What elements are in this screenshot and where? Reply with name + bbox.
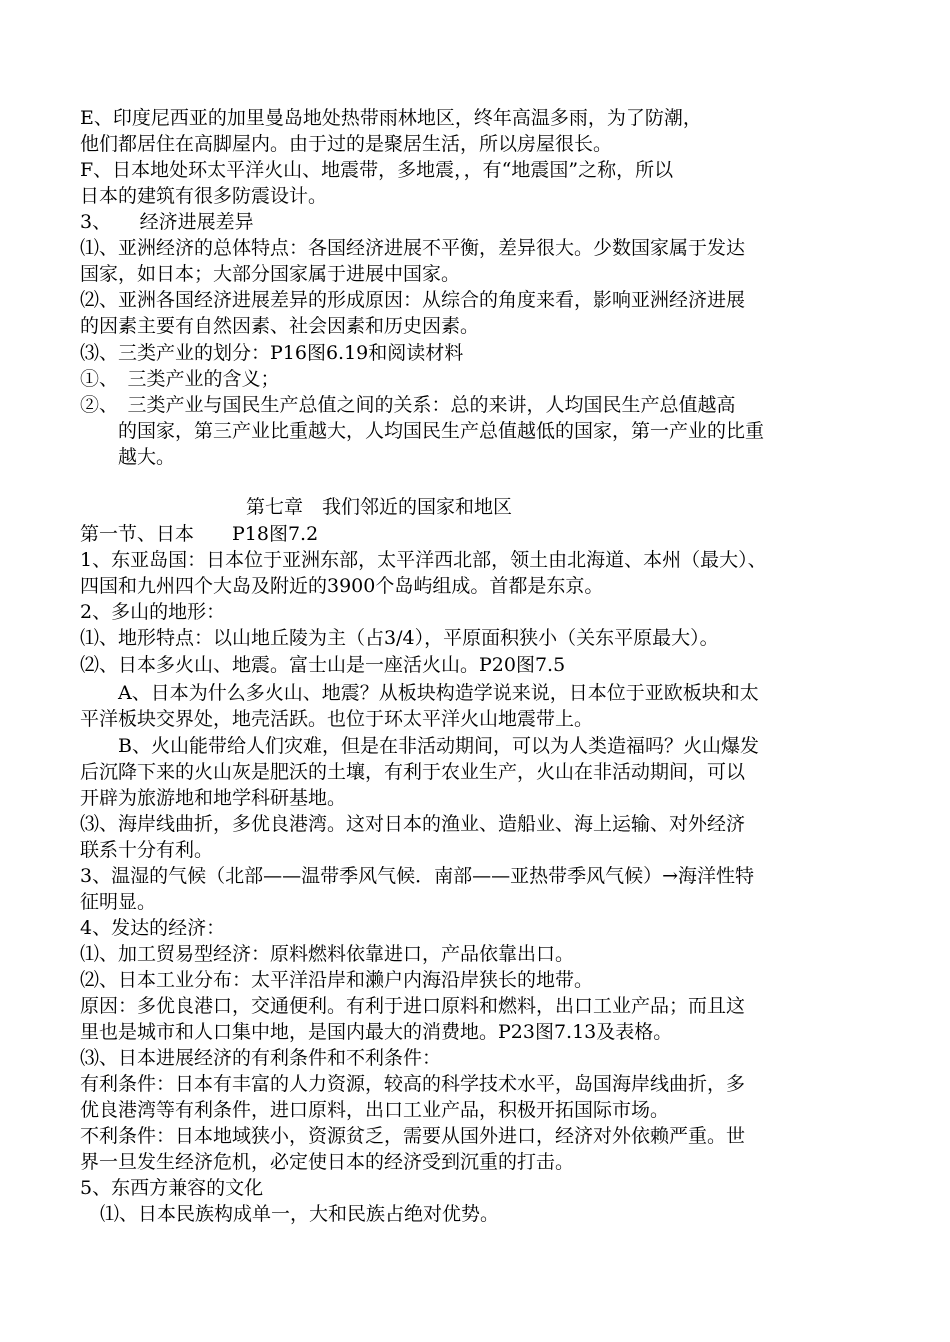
text-line: ⑴、亚洲经济的总体特点：各国经济进展不平衡，差异很大。少数国家属于发达 — [80, 237, 746, 259]
section-title: 第一节、日本 P18图7.2 — [80, 523, 319, 545]
text-line: ⑶、三类产业的划分：P16图6.19和阅读材料 — [80, 342, 464, 364]
text-line: 5、东西方兼容的文化 — [80, 1177, 264, 1199]
text-line: ⑶、海岸线曲折，多优良港湾。这对日本的渔业、造船业、海上运输、对外经济 — [80, 813, 746, 835]
text-line: 他们都居住在高脚屋内。由于过的是聚居生活，所以房屋很长。 — [80, 133, 613, 155]
text-line: 1、东亚岛国：日本位于亚洲东部，太平洋西北部，领土由北海道、本州（最大）、 — [80, 549, 767, 571]
text-line: ⑵、日本工业分布：太平洋沿岸和濑户内海沿岸狭长的地带。 — [80, 969, 594, 991]
text-line: 国家，如日本；大部分国家属于进展中国家。 — [80, 263, 461, 285]
text-line: 的国家，第三产业比重越大，人均国民生产总值越低的国家，第一产业的比重 — [118, 420, 765, 442]
text-line: 的因素主要有自然因素、社会因素和历史因素。 — [80, 315, 480, 337]
text-line: 优良港湾等有利条件，进口原料，出口工业产品，积极开拓国际市场。 — [80, 1099, 670, 1121]
text-line: 2、多山的地形： — [80, 601, 226, 623]
text-line: 越大。 — [118, 446, 176, 468]
text-line: 四国和九州四个大岛及附近的3900个岛屿组成。首都是东京。 — [80, 575, 604, 597]
section-heading: 3、 经济进展差异 — [80, 211, 254, 233]
text-line: 有利条件：日本有丰富的人力资源，较高的科学技术水平，岛国海岸线曲折，多 — [80, 1073, 746, 1095]
text-line: ⑴、日本民族构成单一，大和民族占绝对优势。 — [100, 1203, 500, 1225]
text-line: 不利条件：日本地域狭小，资源贫乏，需要从国外进口，经济对外依赖严重。世 — [80, 1125, 746, 1147]
text-line: ⑵、日本多火山、地震。富士山是一座活火山。P20图7.5 — [80, 654, 566, 676]
text-line: F、日本地处环太平洋火山、地震带，多地震，，有“地震国”之称，所以 — [80, 159, 674, 181]
text-line: A、日本为什么多火山、地震？从板块构造学说来说，日本位于亚欧板块和太 — [118, 682, 759, 704]
text-line: 日本的建筑有很多防震设计。 — [80, 185, 328, 207]
list-item: ①、 三类产业的含义； — [80, 368, 280, 390]
text-line: 联系十分有利。 — [80, 839, 214, 861]
text-line: 平洋板块交界处，地壳活跃。也位于环太平洋火山地震带上。 — [80, 708, 594, 730]
text-line: ⑵、亚洲各国经济进展差异的形成原因：从综合的角度来看，影响亚洲经济进展 — [80, 289, 746, 311]
text-line: 后沉降下来的火山灰是肥沃的土壤，有利于农业生产，火山在非活动期间，可以 — [80, 761, 746, 783]
text-line: ⑴、地形特点：以山地丘陵为主（占3/4），平原面积狭小（关东平原最大）。 — [80, 627, 719, 649]
text-line: 3、温湿的气候（北部——温带季风气候．南部——亚热带季风气候）→海洋性特 — [80, 865, 755, 887]
list-item: ②、 三类产业与国民生产总值之间的关系：总的来讲，人均国民生产总值越高 — [80, 394, 736, 416]
text-line: E、印度尼西亚的加里曼岛地处热带雨林地区，终年高温多雨，为了防潮， — [80, 107, 702, 129]
text-line: 4、发达的经济： — [80, 917, 226, 939]
text-line: 里也是城市和人口集中地，是国内最大的消费地。P23图7.13及表格。 — [80, 1021, 673, 1043]
text-line: B、火山能带给人们灾难，但是在非活动期间，可以为人类造福吗？火山爆发 — [118, 735, 759, 757]
chapter-title: 第七章 我们邻近的国家和地区 — [246, 496, 513, 518]
text-line: ⑴、加工贸易型经济：原料燃料依靠进口，产品依靠出口。 — [80, 943, 575, 965]
text-line: ⑶、日本进展经济的有利条件和不利条件： — [80, 1047, 442, 1069]
text-line: 征明显。 — [80, 891, 157, 913]
text-line: 开辟为旅游地和地学科研基地。 — [80, 787, 347, 809]
text-line: 界一旦发生经济危机，必定使日本的经济受到沉重的打击。 — [80, 1151, 575, 1173]
text-line: 原因：多优良港口，交通便利。有利于进口原料和燃料，出口工业产品；而且这 — [80, 995, 746, 1017]
